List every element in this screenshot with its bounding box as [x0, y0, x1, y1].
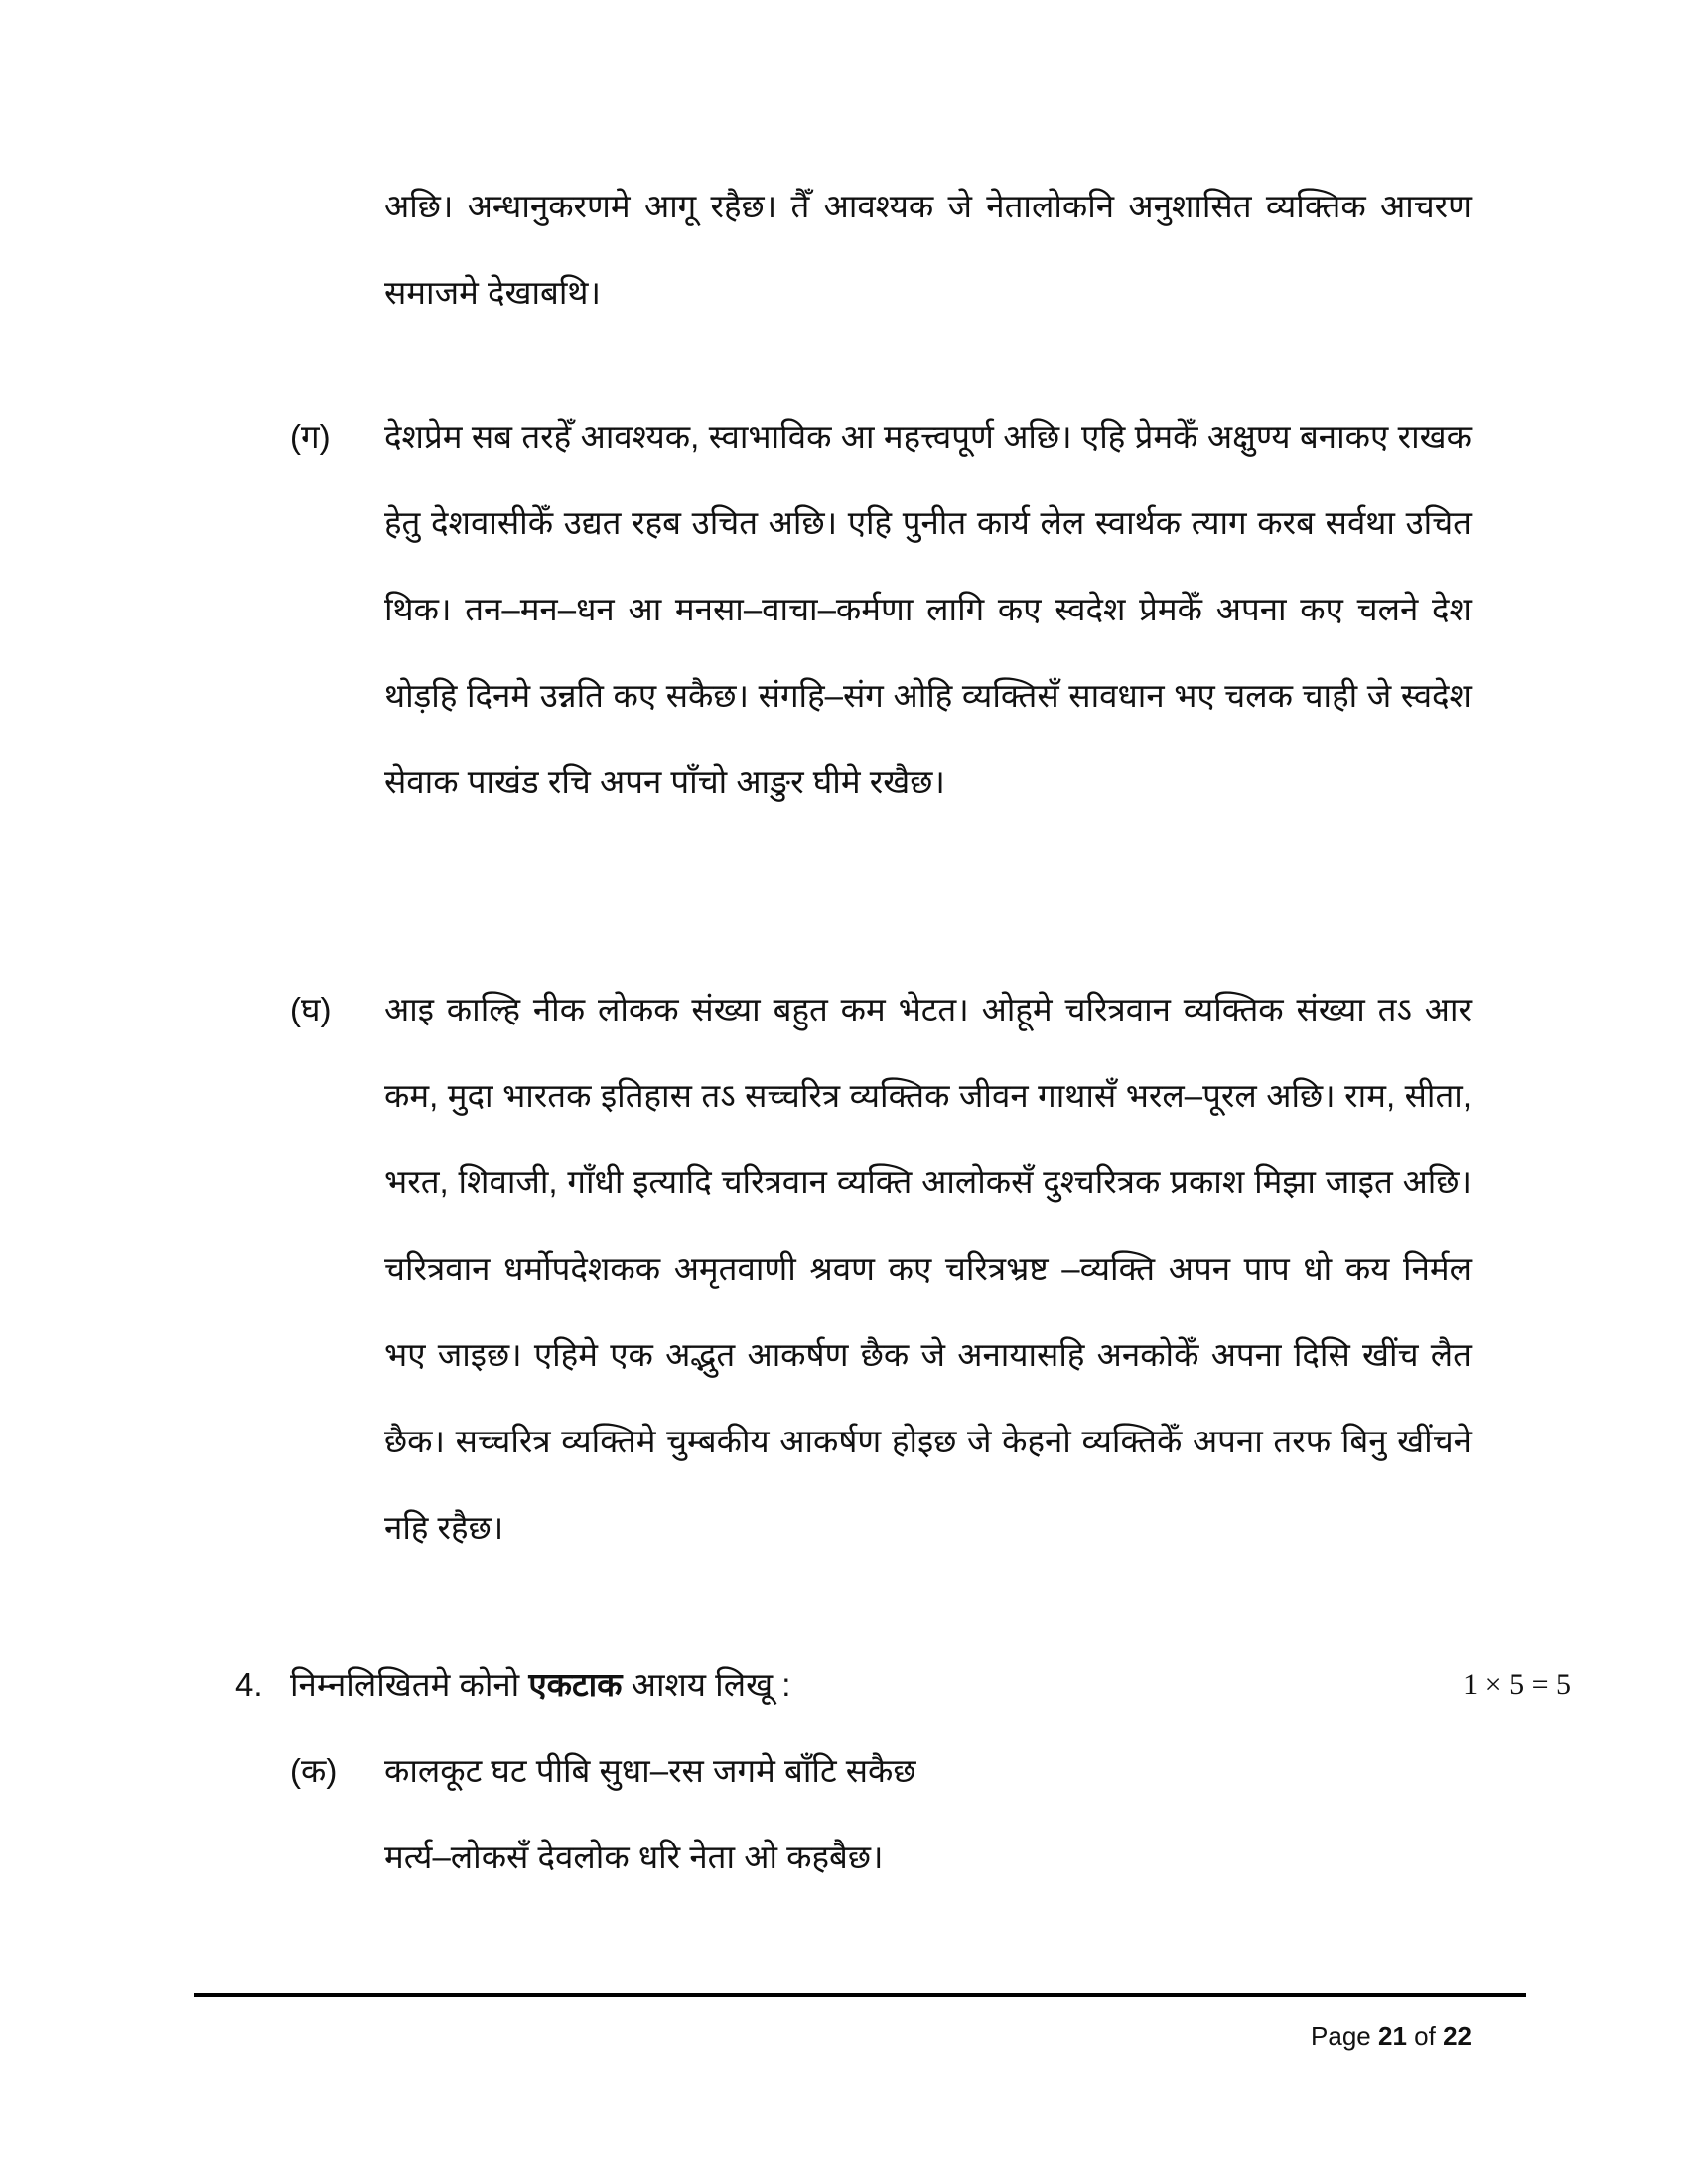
footer-divider: [194, 1993, 1526, 1997]
question-prompt-bold: एकटाक: [528, 1666, 623, 1703]
question-prompt: [290, 1641, 790, 1727]
total-pages: 22: [1443, 2021, 1472, 2051]
section-ga-paragraph: देशप्रेम सब तरहेँ आवश्यक, स्वाभाविक आ महत्त्वपूर्ण अछि। एहि प्रेमकेँ अक्षुण्य बनाकए राखक हेतु देशवासीकेँ उद्यत रहब उचित अछि। एहि पुनीत कार्य लेल स्वार्थक त्याग करब सर्वथा उचित थिक। तन–मन–धन आ मनसा–वाचा–कर्मणा लागि कए स्वदेश प्रेमकेँ अपना कए चलने देश थोड़हि दिनमे उन्नति कए सकैछ। संगहि–संग ओहि व्यक्तिसँ सावधान भए चलक चाही जे स्वदेश सेवाक पाखंड रचि अपन पाँचो आङुर घीमे रखैछ।: [384, 418, 1472, 800]
item-label-ka: (क): [290, 1752, 338, 1789]
page-word: Page: [1311, 2021, 1371, 2051]
of-word: of: [1414, 2021, 1436, 2051]
question-number: 4.: [235, 1666, 263, 1703]
section-gha-paragraph: आइ काल्हि नीक लोकक संख्या बहुत कम भेटत। ओहूमे चरित्रवान व्यक्तिक संख्या तऽ आर कम, मुदा भारतक इतिहास तऽ सच्चरित्र व्यक्तिक जीवन गाथासँ भरल–पूरल अछि। राम, सीता, भरत, शिवाजी, गाँधी इत्यादि चरित्रवान व्यक्ति आलोकसँ दुश्चरित्रक प्रकाश मिझा जाइत अछि। चरित्रवान धर्मोपदेशकक अमृतवाणी श्रवण कए चरित्रभ्रष्ट –व्यक्ति अपन पाप धो कय निर्मल भए जाइछ। एहिमे एक अद्भुत आकर्षण छैक जे अनायासहि अनकोकेँ अपना दिसि खींच लैत छैक। सच्चरित्र व्यक्तिमे चुम्बकीय आकर्षण होइछ जे केहनो व्यक्तिकेँ अपना तरफ बिनु खींचने नहि रहैछ।: [384, 991, 1472, 1546]
current-page: 21: [1378, 2021, 1407, 2051]
section-label-gha: (घ): [290, 991, 332, 1027]
question-prompt-prefix: निम्नलिखितमे कोनो: [290, 1666, 520, 1703]
continuation-paragraph: अछि। अन्धानुकरणमे आगू रहैछ। तैँ आवश्यक जे नेतालोकनि अनुशासित व्यक्तिक आचरण समाजमे देखाबथि।: [384, 188, 1472, 311]
item-ka-line1: कालकूट घट पीबि सुधा–रस जगमे बाँटि सकैछ: [384, 1752, 916, 1789]
section-label-ga: (ग): [290, 418, 331, 455]
question-marks: 1 × 5 = 5: [1463, 1668, 1571, 1701]
item-ka-line2: मर्त्य–लोकसँ देवलोक धरि नेता ओ कहबैछ।: [384, 1839, 884, 1875]
question-prompt-suffix: आशय लिखू :: [631, 1666, 791, 1703]
page-number: [1311, 2021, 1472, 2052]
